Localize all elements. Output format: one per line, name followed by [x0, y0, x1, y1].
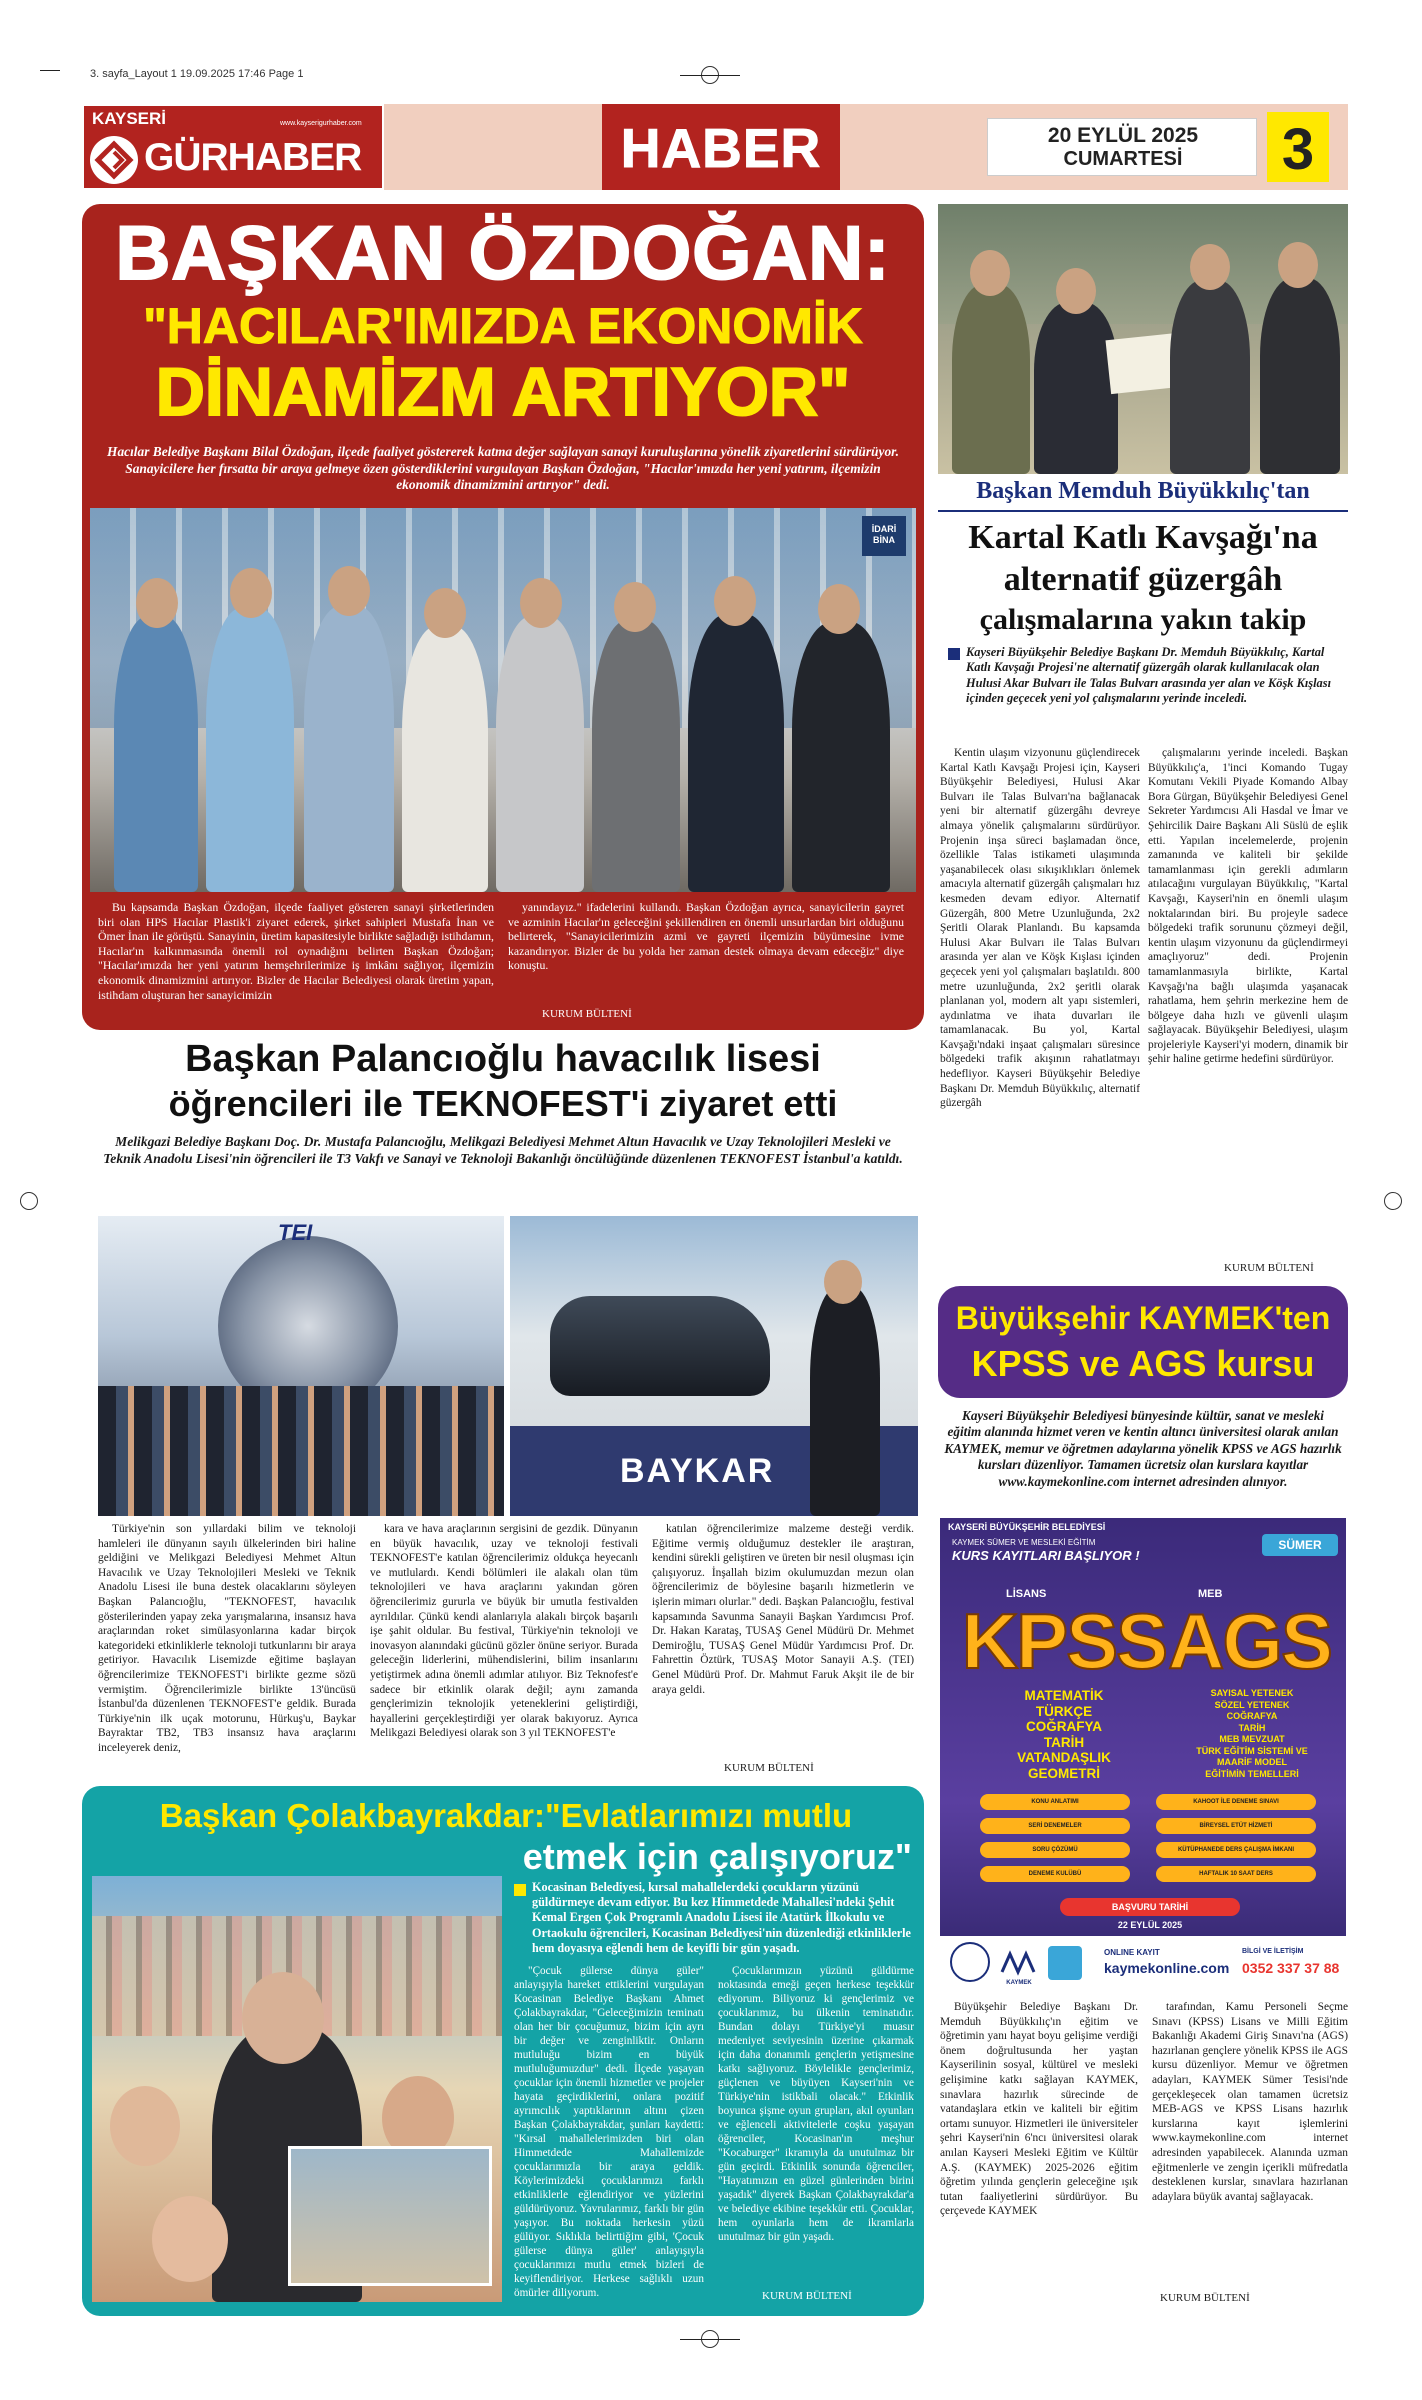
teknofest-col3 — [652, 1522, 914, 1758]
ad-features-right — [1156, 1794, 1316, 1890]
kartal-col1-text: Kentin ulaşım vizyonunu güçlendirecek Kartal Katlı Kavşağı Projesi için, Kayseri Büyükşehir Belediyesi, Hulusi Akar Bulvarı ile Talas Bulvarı'na bağlanacak yeni bir alternatif güzergâhı devreye almaya yönelik çalışmalarını sürdürüyor. Projenin inşa süreci başlamadan önce, özellikle Talas istikameti ulaşımında yaşanabilecek olası sıkışıklıkları önlemek amacıyla alternatif güzergâh çalışmaları hız kesmeden devam ediyor. Alternatif Güzergâh, 800 Metre Uzunluğunda, 2x2 Şeritli Olarak Planlandı. Bu kapsamda Hulusi Akar Bulvarı ile Talas Bulvarı arasında yer alan ve Köşk Kışlası içinden geçecek yeni yol çalışmaları başlatıldı. 800 metre uzunluğunda, 2x2 şeritli olarak planlanan yol, modern alt yapı sistemleri, aydınlatma ve ihata duvarları ile tamamlanacak. Bu yol, Kartal Kavşağı'ndaki inşaat çalışmaları süresince bölgedeki trafik akışının rahatlatmayı hedefliyor. Kayseri Büyükşehir Belediye Başkanı Dr. Memduh Büyükkılıç, alternatif güzergâh — [940, 747, 1140, 1110]
kaymek-col1 — [940, 2000, 1138, 2310]
kartal-signature: KURUM BÜLTENİ — [1224, 1262, 1314, 1274]
logo-emblem-icon — [90, 136, 138, 184]
lead-body-right — [508, 900, 904, 1004]
section-title: HABER — [620, 117, 822, 179]
ad-subjects-right — [1172, 1688, 1332, 1780]
child-1 — [110, 2086, 180, 2166]
colak-story — [82, 1786, 924, 2316]
logo-gur: GÜR — [144, 136, 228, 179]
teknofest-col2-text: kara ve hava araçlarının sergisini de gezdik. Dünyanın en büyük havacılık, uzay ve teknoloji festivali TEKNOFEST'e katılan öğrencilerimiz oldukça heyecanlı ve mutlulardı. Kendi bölümleri ile alakalı olan tüm teknolojileri ve hava araçlarını yakından gören öğrencilerimiz gururla ve büyük bir umutla festivalden ayrıldılar. Çünkü kendi alanlarıyla alakalı birçok başarılı işe şahit oldular. Bu festival, Türkiye'nin teknoloji ve inovasyon alanındaki gücünü gözler önüne seriyor. Burada geleceğin liderlerini, mühendislerini, bilim insanlarını yetiştirmek adına önemli adımlar atılıyor. Biz Teknofest'e sadece bir etkinlik olarak değil; aynı zamanda gençlerimizin teknolojik yeteneklerini geliştirdiği, hayallerini gerçekleştirdiği yer olarak bakıyoruz. Ayrıca Melikgazi Belediyesi olarak son 3 yıl TEKNOFEST'e — [370, 1523, 638, 1740]
ad-subject: COĞRAFYA — [1226, 1711, 1278, 1721]
ad-feature-pill: KONU ANLATIMI — [980, 1794, 1130, 1810]
kartal-title-line2: alternatif güzergâh — [1003, 561, 1283, 598]
colak-deck-marker — [514, 1884, 526, 1896]
ad-feature-pill: KÜTÜPHANEDE DERS ÇALIŞMA İMKANI — [1156, 1842, 1316, 1858]
ad-subject: SÖZEL YETENEK — [1214, 1699, 1290, 1710]
ad-deadline-date: 22 EYLÜL 2025 — [1117, 1920, 1183, 1930]
official-3 — [1260, 278, 1340, 474]
ad-deadline — [1060, 1898, 1240, 1916]
lead-body-right-text: yanındayız." ifadelerini kullandı. Başkan Özdoğan ayrıca, sanayicilerin gayret ve azminin Hacılar'ın geleceğini şekillendiren en önemli unsurlardan biri olduğunu belirterek, "Sanayicilerimizin azmi ve gayreti ilçemizin büyümesine ivme kazandırıyor. Bizler de bu yolda her zaman destek olmaya devam edeceğiz" diye konuştu. — [508, 900, 904, 973]
logo-city: KAYSERİ — [92, 109, 167, 128]
kartal-kicker-rule — [938, 510, 1348, 512]
ad-online-label: ONLINE KAYIT — [1104, 1948, 1160, 1957]
colak-deck: Kocasinan Belediyesi, kırsal mahallelerdeki çocukların yüzünü güldürmeye devam ediyor. Bu kez Himmetdede Mahallesi'ndeki Şehit Kemal Ergen Çok Programlı Anadolu Lisesi ile Atatürk İlkokulu ve Ortaokulu öğrencileri, Kocasinan Belediyesi'nin düzenlediği etkinliklerle hem doyasıya eğlendi hem de keyifli bir gün yaşadı. — [532, 1880, 911, 1955]
registration-mark-right — [1384, 1192, 1402, 1210]
kartal-deck-marker — [948, 648, 960, 660]
ad-info-label: BİLGİ VE İLETİŞİM — [1242, 1948, 1304, 1955]
lead-signature: KURUM BÜLTENİ — [542, 1008, 632, 1020]
person-2 — [206, 608, 294, 892]
student-crowd — [98, 1386, 504, 1516]
colak-title-line2: etmek için çalışıyoruz" — [522, 1836, 912, 1877]
colak-col1 — [514, 1964, 704, 2304]
teknofest-col3-text: katılan öğrencilerimize malzeme desteği verdik. Eğitime vermiş olduğumuz destekler ile araştıran, kendini sürekli geliştiren ve üreten bir nesil oluşması için çalışıyoruz. İnşallah bizim okulumuzdan mezun olan öğrencilerimiz de böylesine başarılı hizmetlerin ve işlerin mimarı olurlar." dedi. Başkan Palancıoğlu, festival kapsamında Savunma Sanayii Başkan Yardımcısı Prof. Dr. Hakan Karataş, TUSAŞ Genel Müdürü Dr. Mehmet Demiroğlu, TUSAŞ Genel Müdür Yardımcısı Prof. Dr. Fahrettin Öztürk, TUSAŞ Motor Sanayii A.Ş. (TEI) Genel Müdürü Prof. Dr. Mahmut Faruk Akşit ile de bir araya geldi. — [652, 1523, 914, 1696]
kaymek-ad — [940, 1518, 1346, 1992]
ad-feature-pill: DENEME KULÜBÜ — [980, 1866, 1130, 1882]
kaymek-title-line2: KPSS ve AGS kursu — [971, 1343, 1315, 1384]
ad-subject: GEOMETRİ — [1027, 1765, 1100, 1781]
ad-tag-left: LİSANS — [1006, 1588, 1047, 1600]
ad-subject: TÜRKÇE — [1035, 1703, 1093, 1719]
person-7 — [688, 614, 784, 892]
ad-feature-pill: HAFTALIK 10 SAAT DERS — [1156, 1866, 1316, 1882]
person-1 — [114, 616, 198, 892]
lead-title-line3: DİNAMİZM ARTIYOR" — [155, 354, 851, 430]
ad-municipality-logo-icon — [950, 1942, 990, 1982]
lead-title-line1: BAŞKAN ÖZDOĞAN: — [115, 211, 891, 296]
inset-photo — [288, 2146, 492, 2286]
page-number-block — [1267, 112, 1329, 182]
kartal-title-line1: Kartal Katlı Kavşağı'na — [968, 519, 1318, 556]
person-3 — [304, 606, 394, 892]
ad-subject: TARİH — [1238, 1722, 1266, 1733]
mayor-palancioglu — [810, 1286, 880, 1516]
person-5 — [496, 616, 584, 892]
colak-col1-text: "Çocuk gülerse dünya güler" anlayışıyla hareket ettiklerini vurgulayan Kocasinan Belediye Başkanı Ahmet Çolakbayrakdar, "Geleceğimizin teminatı olan her bir çocuğumuz, bizim için ayrı bir değer ve zenginliktir. Onların mutluluğu bizim en büyük mutluluğumuzdur" dedi. İlçede yaşayan çocuklar için önemli hizmetler ve projeler hayata geçirdiklerini, onlara pozitif ayrımcılık yaptıklarının altını çizen Başkan Çolakbayrakdar, şunları kaydetti: "Kırsal mahallelerimizden biri olan Himmetdede Mahallemizde çocuklarımızla bir araya geldik. Köylerimizdeki çocuklarımızı farklı etkinliklerle eğlendiriyor ve yüzlerini güldürüyoruz. Yavrularımız, farklı bir gün yaşıyor. Bu noktada herkesin yüzü gülüyor. Sıklıkla belirttiğim gibi, 'Çocuk gülerse dünya güler' anlayışıyla çocuklarımızı mutlu etmek bizleri de keyiflendiriyor. Herkese sağlıklı uzun ömürler diliyorum. — [514, 1965, 704, 2299]
ad-subject: SAYISAL YETENEK — [1210, 1688, 1294, 1698]
colak-col2-text: Çocuklarımızın yüzünü güldürme noktasında emeği geçen herkese teşekkür ediyorum. Biliyoruz ki gençlerimiz ve çocuklarımız, bu ülkenin teminatıdır. Bundan dolayı Türkiye'yi muasır medeniyet seviyesinin üzerine çıkarmak için daha donanımlı gençlerin yetişmesine katkı sağlıyoruz. Böylelikle gençlerimiz, güçlenen ve büyüyen Kayseri'nin ve Türkiye'nin istikbali olacak." Etkinlik boyunca şişme oyun grupları, akıl oyunları ve eğlenceli aktivitelerle coşku yaşayan öğrenciler, Kocasinan'ın meşhur "Kocaburger" ikramıyla da unutulmaz bir gün geçirdi. Etkinlik sonunda öğrenciler, "Hayatımızın en güzel günlerinden birini yaşadık" diyerek Başkan Çolakbayrakdar'a ve belediye ekibine teşekkür etti. Çocuklar, hem oyunlarla hem de ikramlarla unutulmaz bir gün yaşadı. — [718, 1965, 914, 2243]
logo-wordmark — [144, 136, 361, 180]
ad-features-left — [980, 1794, 1130, 1890]
ad-feature-pill: BİREYSEL ETÜT HİZMETİ — [1156, 1818, 1316, 1834]
teknofest-col1-text: Türkiye'nin son yıllardaki bilim ve teknoloji hamleleri ile dünyanın sayılı ülkelerinden biri haline geldiğini ve Melikgazi Belediyesi Mehmet Altun Havacılık ve Uzay Teknolojileri Mesleki ve Teknik Anadolu Lisesi ile buna destek olacaklarını söyleyen Başkan Palancıoğlu, "TEKNOFEST, havacılık gösterilerinden yapay zeka yarışmalarına, insansız hava araçlarından roket simülasyonlarına kadar birçok kategorideki etkinliklerle teknoloji tutkunlarını bir araya getiriyor. Havacılık Lisemizde eğitime başlayan öğrencilerimize TEKNOFEST'i birlikte gezme sözü vermiştim. Öğrencilerimizle birlikte 13'üncüsü İstanbul'da düzenlenen TEKNOFEST'e geldik. Burada Türkiye'nin ilk uçak motorunu, Hürkuş'u, Baykar Bayraktar TB2, TB3 insansız hava araçlarını inceleyerek deniz, — [98, 1523, 356, 1754]
teknofest-col2 — [370, 1522, 638, 1778]
teknofest-signature: KURUM BÜLTENİ — [724, 1762, 814, 1774]
kaymek-col2-text: tarafından, Kamu Personeli Seçme Sınavı (KPSS) Lisans ve Milli Eğitim Bakanlığı Akademi Giriş Sınavı'na (AGS) hazırlanan gençlere yönelik KPSS ile AGS kursu düzenliyor. Memur ve öğretmen adayları, KAYMEK Sümer Tesisi'nde gerçekleşecek olan tamamen ücretsiz MEB-AGS ve KPSS Lisans hazırlık kurslarına kayıt işlemlerini www.kaymekonline.com internet adresinden yapabilecek. Alanında uzman eğitmenlerle ve zengin içerikli müfredatla desteklenen kurslar, sınavlara hazırlanan adaylara büyük avantaj sağlayacak. — [1152, 2001, 1348, 2203]
ad-subject: TARİH — [1043, 1734, 1085, 1750]
lead-body-left-text: Bu kapsamda Başkan Özdoğan, ilçede faaliyet gösteren sanayi şirketlerinden biri olan HPS Hacılar Plastik'i ziyaret ederek, şirket sahipleri Mustafa İnan ve Ömer İnan ile görüştü. Sanayinin, üretim kapasitesiyle birlikte sağladığı istihdamın, Hacılar'ın kalkınmasında önemli rol oynadığını belirten Başkan Özdoğan; "Hacılar'ımızda her yeni yatırım hemşehrilerimize iş imkânı sağlıyor, ilçemizin ekonomik dinamizmini artırıyor. Bizler de Hacılar Belediyesi olarak üretim yapan, istihdam oluşturan her sanayicimizin — [98, 900, 494, 1002]
baykar-sign: BAYKAR — [620, 1452, 775, 1490]
kaymek-signature: KURUM BÜLTENİ — [1160, 2292, 1250, 2304]
ad-big-right: AGS — [1168, 1597, 1332, 1685]
colak-signature: KURUM BÜLTENİ — [762, 2290, 852, 2302]
kaymek-col1-text: Büyükşehir Belediye Başkanı Dr. Memduh Büyükkılıç'ın eğitim ve öğretimin yanı hayat boyu gelişime verdiği önem doğrultusunda her yaştan Kayserilinin sosyal, kültürel ve mesleki gelişimine katkı sağlayan KAYMEK, sınavlara hazırlık sürecinde de vatandaşlara etkin ve kaliteli bir eğitim ortamı sunuyor. Hizmetleri ile üniversiteler şehri Kayseri'nin 6'ncı üniversitesi olarak anılan Kayseri Mesleki Eğitim ve Kültür A.Ş. (KAYMEK) 2025-2026 eğitim öğretim yılında gençlerin geleceğine ışık tutan faaliyetlerini sürdürüyor. Bu çerçevede KAYMEK — [940, 2001, 1138, 2218]
lead-body-left — [98, 900, 494, 1004]
official-1 — [1034, 302, 1118, 474]
logo-haber: HABER — [227, 136, 362, 179]
kartal-col2-text: çalışmalarını yerinde inceledi. Başkan Büyükkılıç'a, 1'inci Komando Tugay Komutanı Vekili Piyade Komando Albay Bora Gürgan, Büyükşehir Belediyesi Genel Sekreter Yardımcısı Ali Hasdal ve İmar ve Şehircilik Daire Başkanı Ali Süslü de eşlik etti. Yapılan incelemelerde, projenin zamanında ve kaliteli bir şekilde tamamlanması için gerekli adımların atılacağını vurgulayan Büyükkılıç, "Kartal Kavşağı, Kayseri'nin en önemli ulaşım noktalarından biri. Bu projeyle sadece bölgedeki trafik sorununu çözmeyi değil, kentin ulaşım vizyonunu da güçlendirmeyi amaçlıyoruz" dedi. Projenin tamamlanmasıyla birlikte, Kartal Kavşağı'na bağlı ulaşımda yaşanacak rahatlama, hem şehrin merkezine hem de bölgeye daha hızlı ve güvenli ulaşım sağlayacak. Büyükşehir Belediyesi, ulaşım projeleriyle Kayseri'yi modern, dinamik bir şehir haline getirme hedefini sürdürüyor. — [1148, 747, 1348, 1066]
ad-subject: MEB MEVZUAT — [1219, 1734, 1285, 1744]
colak-col2 — [718, 1964, 914, 2288]
ad-subject: COĞRAFYA — [1025, 1719, 1102, 1734]
registration-mark-top-h — [680, 75, 740, 76]
crop-mark-top — [40, 70, 60, 71]
ad-call: KURS KAYITLARI BAŞLIYOR ! — [952, 1548, 1140, 1563]
ad-kaymek-logo-icon — [998, 1944, 1038, 1980]
teknofest-photo-students — [98, 1216, 504, 1516]
teknofest-title-line2: öğrencileri ile TEKNOFEST'i ziyaret etti — [168, 1083, 838, 1124]
kartal-title-line3: çalışmalarına yakın takip — [979, 603, 1307, 636]
ad-subjects-left — [974, 1688, 1154, 1781]
date-line1: 20 EYLÜL 2025 — [1047, 124, 1199, 147]
kaymek-title-line1: Büyükşehir KAYMEK'ten — [955, 1300, 1331, 1336]
ad-campus-text: SÜMER — [1278, 1538, 1322, 1552]
ad-big-left: KPSS — [961, 1597, 1167, 1685]
print-slug: 3. sayfa_Layout 1 19.09.2025 17:46 Page 1 — [90, 68, 304, 80]
kaymek-title-box — [938, 1286, 1348, 1398]
air-vehicle-exhibit — [550, 1296, 770, 1396]
person-4 — [402, 626, 488, 892]
lead-group-photo — [90, 508, 916, 892]
registration-mark-left — [20, 1192, 38, 1210]
teknofest-deck: Melikgazi Belediye Başkanı Doç. Dr. Mustafa Palancıoğlu, Melikgazi Belediyesi Mehmet Altun Havacılık ve Uzay Teknolojileri Mesleki ve Teknik Anadolu Lisesi'nin öğrencileri ile T3 Vakfı ve Sanayi ve Teknoloji Bakanlığı öncülüğünde düzenlenen TEKNOFEST İstanbul'a katıldı. — [103, 1134, 903, 1166]
person-8 — [792, 622, 890, 892]
ad-subject: MATEMATİK — [1024, 1688, 1104, 1703]
ad-feature-pill: SERİ DENEMELER — [980, 1818, 1130, 1834]
ad-footer — [940, 1936, 1346, 1992]
section-block — [602, 104, 840, 190]
masthead — [82, 104, 1348, 190]
teknofest-photo-baykar — [510, 1216, 918, 1516]
kartal-col2 — [1148, 746, 1348, 1258]
ad-badge-icon — [1048, 1946, 1082, 1980]
child-3 — [152, 2196, 228, 2282]
lead-title-line2: "HACILAR'IMIZDA EKONOMİK — [143, 298, 863, 354]
official-2 — [1170, 280, 1250, 474]
kaymek-col2 — [1152, 2000, 1348, 2290]
ad-logo-text: KAYMEK — [1006, 1980, 1032, 1986]
kartal-photo — [938, 204, 1348, 474]
ad-org: KAYSERİ BÜYÜKŞEHİR BELEDİYESİ — [948, 1522, 1106, 1532]
ad-phone: 0352 337 37 88 — [1242, 1960, 1340, 1976]
building-sign-text: İDARİ BİNA — [871, 524, 897, 545]
ad-campus-tag — [1262, 1534, 1338, 1556]
ad-subject: MAARİF MODEL — [1217, 1757, 1287, 1767]
ad-subject: EĞİTİMİN TEMELLERİ — [1205, 1768, 1299, 1779]
date-block — [987, 118, 1257, 176]
lead-story — [82, 204, 924, 1030]
ad-online-url: kaymekonline.com — [1104, 1960, 1230, 1976]
colak-title-line1: Başkan Çolakbayrakdar:"Evlatlarımızı mutlu — [159, 1797, 853, 1834]
kaymek-deck: Kayseri Büyükşehir Belediyesi bünyesinde kültür, sanat ve mesleki eğitim alanında hizmet veren ve kentin altıncı üniversitesi olarak anılan KAYMEK, memur ve öğretmen adaylarına yönelik KPSS ve AGS hazırlık kursları düzenliyor. Tamamen ücretsiz olan kurslara kayıtlar www.kaymekonline.com internet adresinden alınıyor. — [944, 1408, 1342, 1489]
ad-feature-pill: KAHOOT İLE DENEME SINAVI — [1156, 1794, 1316, 1810]
ad-banner: KAYMEK SÜMER VE MESLEKİ EĞİTİM — [952, 1538, 1096, 1547]
date-line2: CUMARTESİ — [1063, 148, 1183, 170]
colak-photo-children — [92, 1876, 502, 2302]
logo-block — [82, 104, 384, 190]
building-sign — [862, 516, 906, 556]
ad-feature-pill: SORU ÇÖZÜMÜ — [980, 1842, 1130, 1858]
lead-deck: Hacılar Belediye Başkanı Bilal Özdoğan, ilçede faaliyet göstererek katma değer sağlayan sanayi kuruluşlarına yönelik ziyaretlerini sürdürüyor. Sanayicilere her fırsatta bir araya gelmeye özen gösterdiklerini vurgulayan Başkan Özdoğan, "Hacılar'ımızda her yeni yatırım, ilçemizin ekonomik dinamizmini artırıyor" dedi. — [107, 444, 899, 493]
kartal-kicker: Başkan Memduh Büyükkılıç'tan — [976, 478, 1310, 504]
page-number: 3 — [1281, 117, 1315, 182]
ad-subject: TÜRK EĞİTİM SİSTEMİ VE — [1196, 1745, 1308, 1756]
teknofest-col1 — [98, 1522, 356, 1778]
tei-sign: TEI — [278, 1220, 313, 1245]
ad-tag-right: MEB — [1198, 1588, 1223, 1600]
person-6 — [592, 620, 680, 892]
mayor-face — [242, 1972, 324, 2064]
logo-url: www.kayserigurhaber.com — [280, 120, 362, 127]
registration-mark-bottom-h — [680, 2339, 740, 2340]
teknofest-title-line1: Başkan Palancıoğlu havacılık lisesi — [185, 1038, 821, 1080]
ad-deadline-label: BAŞVURU TARİHİ — [1111, 1902, 1189, 1912]
kartal-deck: Kayseri Büyükşehir Belediye Başkanı Dr. Memduh Büyükkılıç, Kartal Katlı Kavşağı Projesi'ne alternatif güzergâh olarak kullanılacak olan Hulusi Akar Bulvarı ile Talas Bulvarı arasında yer alan ve Köşk Kışlası içinden geçecek yeni yol çalışmalarını yerinde inceledi. — [966, 645, 1332, 706]
ad-subject: VATANDAŞLIK — [1017, 1750, 1111, 1765]
kartal-col1 — [940, 746, 1140, 1274]
soldier — [952, 284, 1030, 474]
